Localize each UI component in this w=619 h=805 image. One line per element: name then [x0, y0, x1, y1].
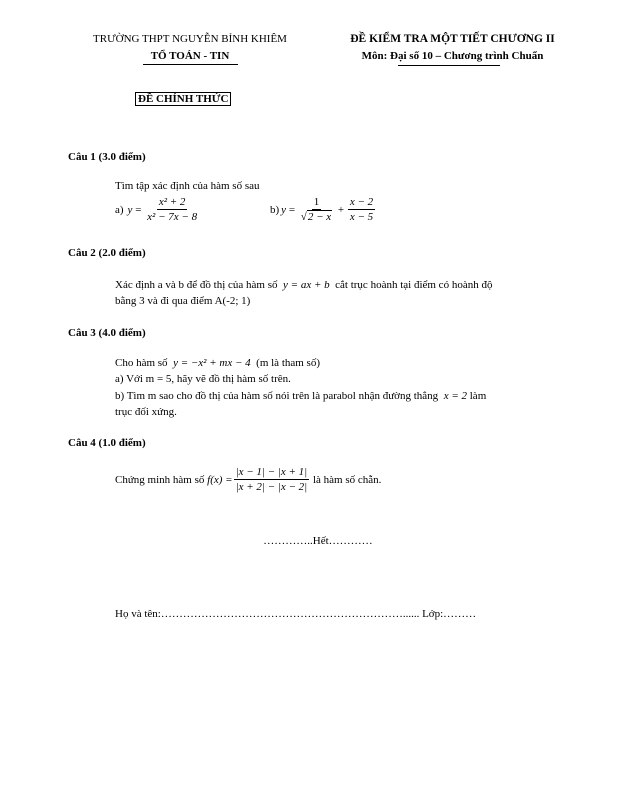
q1-a-numerator: x² + 2: [158, 196, 186, 208]
subject-underline: [398, 65, 500, 66]
q1-b-denominator1: 2 − x: [307, 211, 332, 223]
q1-b-numerator1: 1: [313, 196, 320, 208]
q1-a-denominator: x² − 7x − 8: [147, 211, 198, 223]
q3-line2: a) Với m = 5, hãy vẽ đồ thị hàm số trên.: [115, 373, 291, 385]
q3-line4: trục đối xứng.: [115, 406, 177, 418]
student-name-line: Họ và tên:…………………………………………………………...... Lớp:………: [115, 608, 477, 620]
official-stamp: ĐỀ CHÍNH THỨC: [135, 92, 231, 106]
q2-text-post: cắt trục hoành tại điểm có hoành độ: [335, 279, 493, 291]
q2-line2: bằng 3 và đi qua điểm A(-2; 1): [115, 295, 251, 307]
q2-function: y = ax + b: [283, 279, 330, 291]
q4-heading: Câu 4 (1.0 điểm): [68, 437, 146, 449]
school-name: TRƯỜNG THPT NGUYỄN BỈNH KHIÊM: [93, 33, 287, 45]
q1-b-numerator2: x − 2: [349, 196, 374, 208]
q1-part-a: a) y = $\frac{\text{x² + 2}}{\text{x² − 7x − 8}}$: [115, 196, 198, 223]
q1-prompt: Tìm tập xác định của hàm số sau: [115, 180, 260, 192]
q3-text-pre: Cho hàm số: [115, 357, 168, 369]
q3-heading: Câu 3 (4.0 điểm): [68, 327, 146, 339]
q4-text-pre: Chứng minh hàm số: [115, 473, 205, 486]
q1-b-fraction1: $\frac{1}{√2 - x}$: [300, 196, 332, 223]
q1-part-b: b) y = $\frac{1}{√2 - x}$ + $\frac{x - 2}{x - 5}$: [270, 196, 374, 223]
q1-heading: Câu 1 (3.0 điểm): [68, 151, 146, 163]
q4-statement: [115, 466, 381, 493]
subject-line: Môn: Đại số 10 – Chương trình Chuẩn: [361, 50, 544, 62]
q2-text-pre: Xác định a và b để đồ thị của hàm số: [115, 279, 278, 291]
q4-fraction: [234, 466, 310, 493]
q3-b-post: làm: [469, 390, 487, 402]
end-marker: …………..Hết…………: [263, 535, 373, 547]
department-underline: [143, 64, 238, 65]
q3-axis: x = 2: [443, 390, 467, 402]
exam-title: ĐỀ KIỂM TRA MỘT TIẾT CHƯƠNG II: [350, 33, 555, 45]
q3-function: y = −x² + mx − 4: [173, 357, 251, 369]
q4-text-post: là hàm số chẵn.: [312, 473, 382, 486]
q4-denominator: |x + 2| − |x − 2|: [235, 481, 308, 493]
q3-b-text: b) Tìm m sao cho đồ thị của hàm số nói trên là parabol nhận đường thẳng: [115, 390, 439, 402]
q4-numerator: |x − 1| − |x + 1|: [235, 466, 308, 478]
q3-text-post: (m là tham số): [256, 357, 321, 369]
q1-a-label: a): [115, 203, 124, 216]
q2-line1: [115, 279, 492, 291]
q1-b-label: b): [270, 203, 280, 216]
department-name: TỔ TOÁN - TIN: [150, 50, 230, 62]
q1-b-fraction2: [348, 196, 375, 223]
q3-line1: [115, 357, 320, 369]
q1-a-fraction: [145, 196, 199, 223]
q3-line3: [115, 390, 486, 402]
q1-b-denominator2: x − 5: [349, 211, 374, 223]
q2-heading: Câu 2 (2.0 điểm): [68, 247, 146, 259]
q4-fx: f(x) =: [207, 473, 233, 486]
